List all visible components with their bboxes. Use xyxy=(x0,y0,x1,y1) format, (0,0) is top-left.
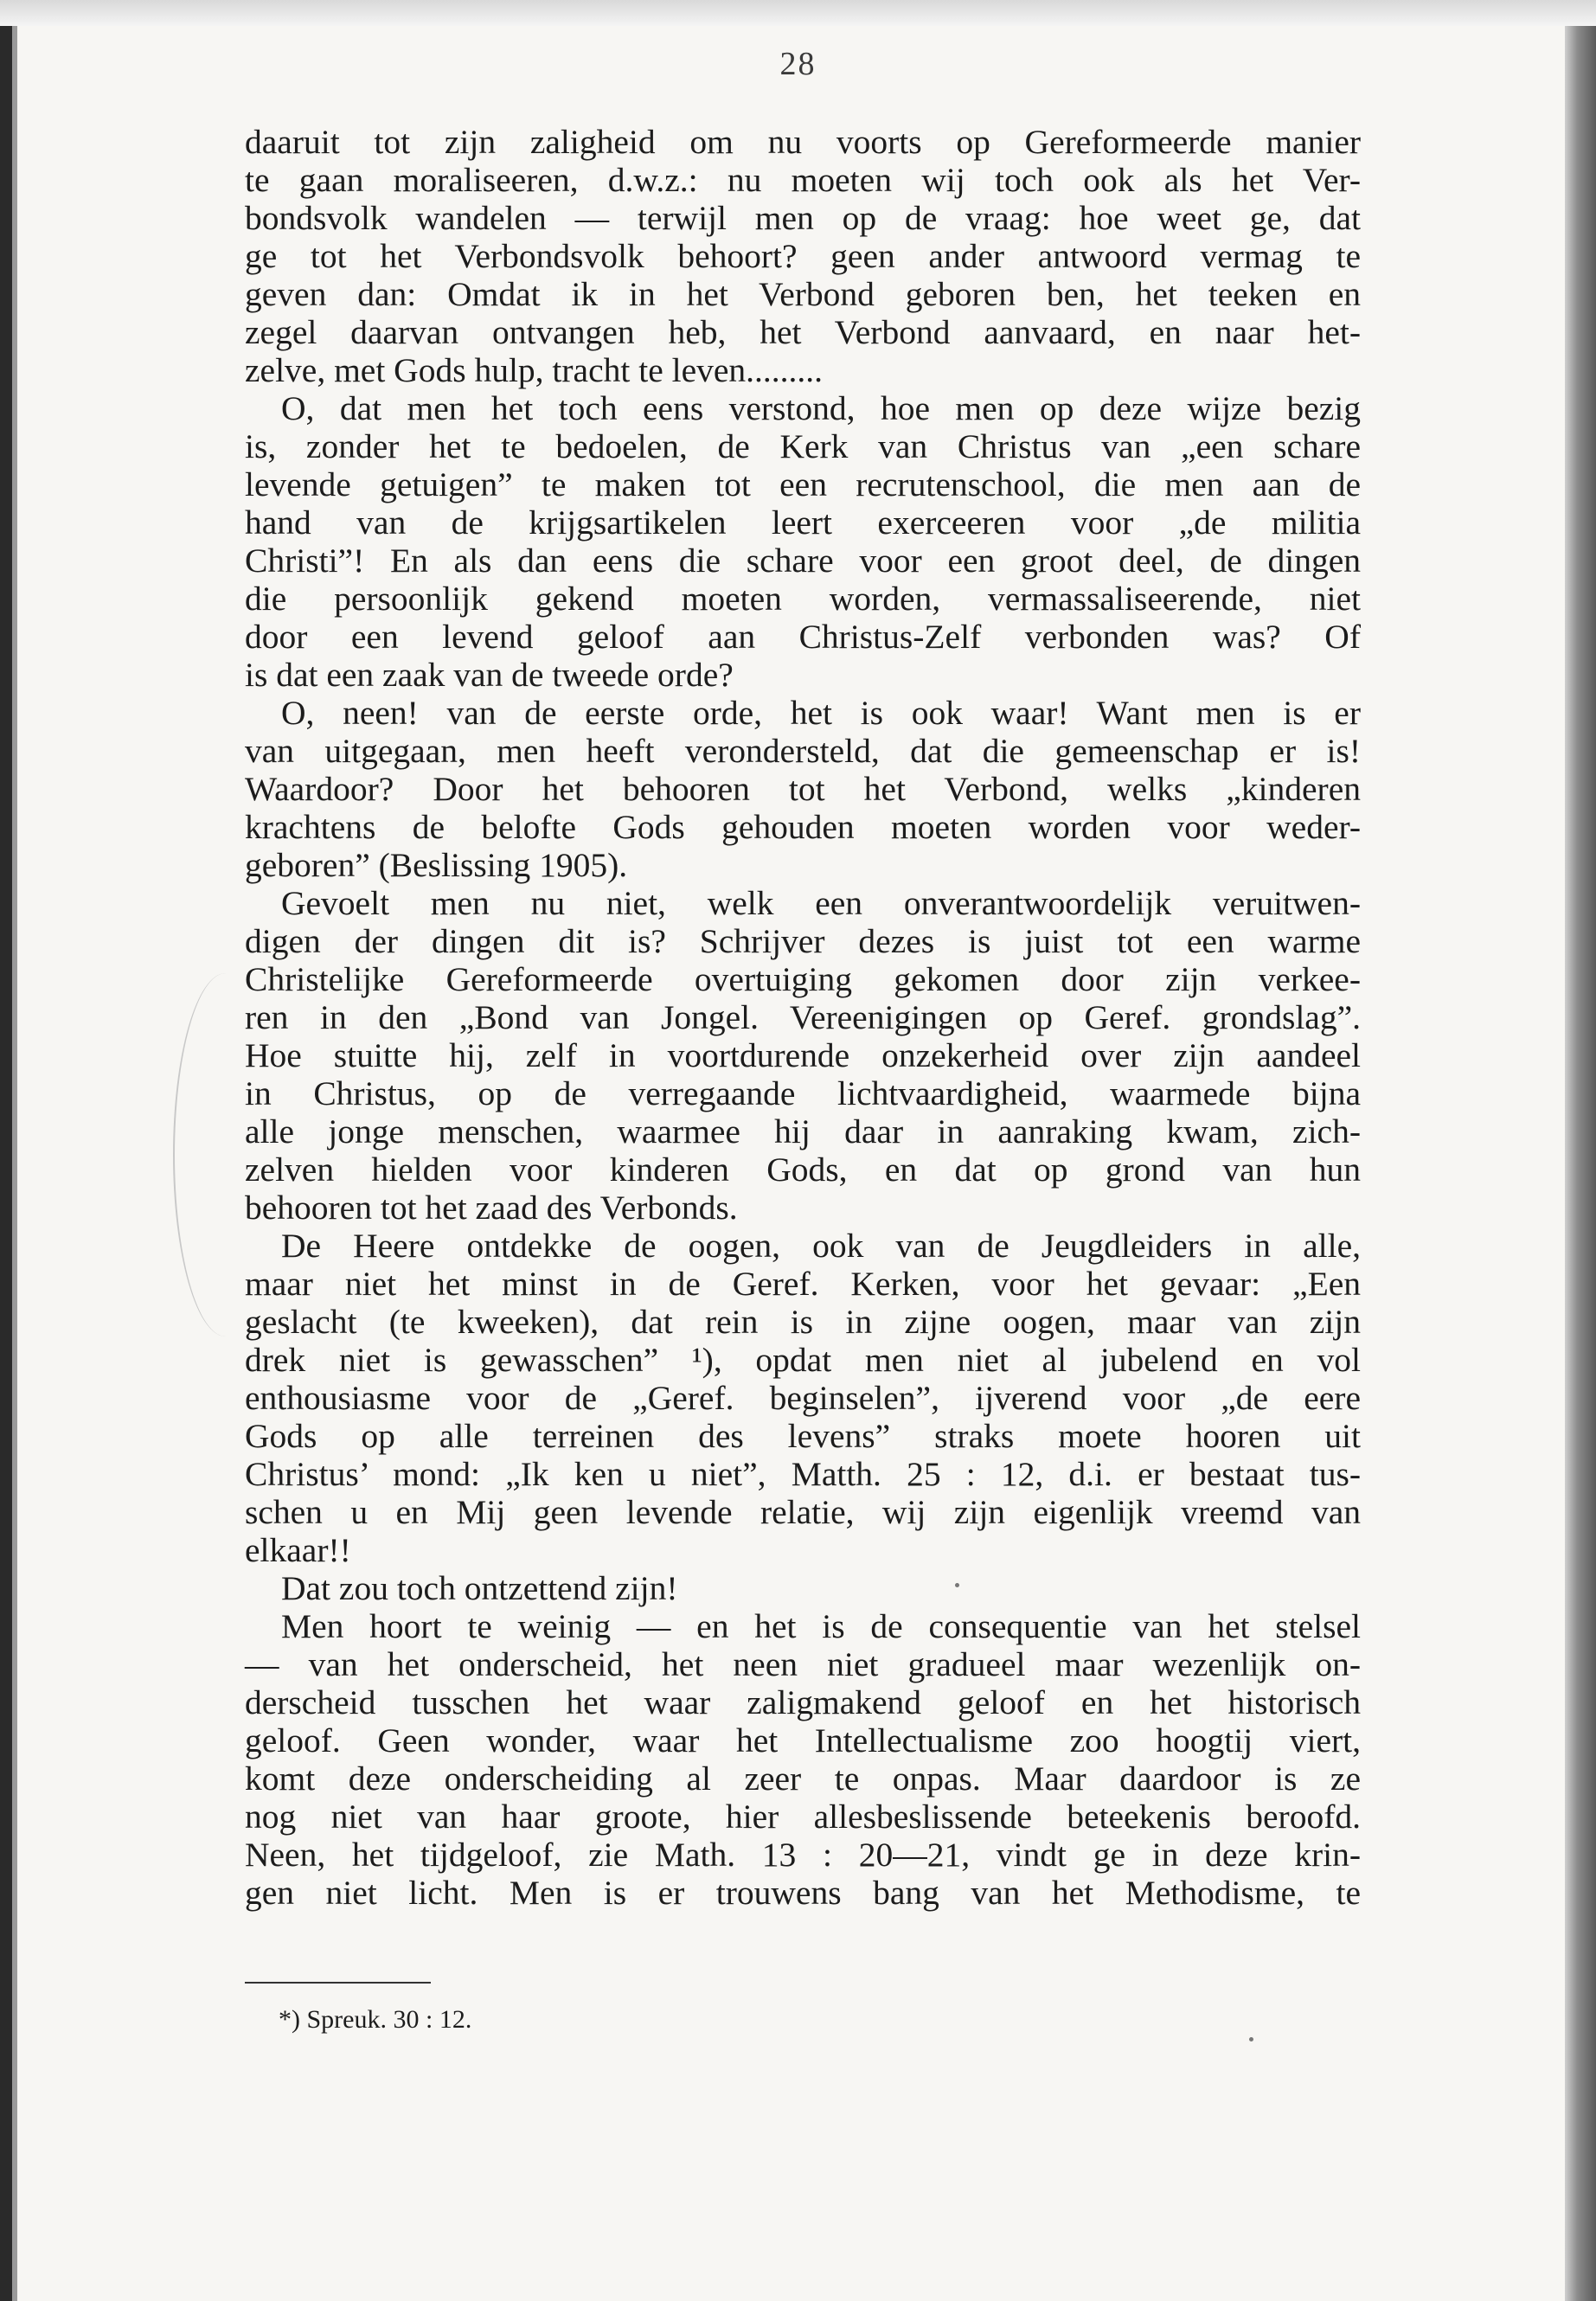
text-line: daaruit tot zijn zaligheid om nu voorts op Gereformeerde manier xyxy=(245,123,1361,161)
page-number: 28 xyxy=(779,46,817,82)
text-line: gen niet licht. Men is er trouwens bang van het Methodisme, te xyxy=(245,1874,1361,1912)
text-line: behooren tot het zaad des Verbonds. xyxy=(245,1189,738,1227)
text-line: maar niet het minst in de Geref. Kerken, voor het gevaar: „Een xyxy=(245,1265,1361,1303)
text-line: hand van de krijgsartikelen leert exerceeren voor „de militia xyxy=(245,503,1361,542)
scan-top-edge xyxy=(0,0,1596,26)
text-line: Neen, het tijdgeloof, zie Math. 13 : 20—21, vindt ge in deze krin- xyxy=(245,1836,1361,1874)
text-line: komt deze onderscheiding al zeer te onpas. Maar daardoor is ze xyxy=(245,1759,1361,1798)
text-line: enthousiasme voor de „Geref. beginselen”, ijverend voor „de eere xyxy=(245,1379,1361,1417)
text-line: digen der dingen dit is? Schrijver dezes is juist tot een warme xyxy=(245,922,1361,960)
text-line: geloof. Geen wonder, waar het Intellectualisme zoo hoogtij viert, xyxy=(245,1721,1361,1759)
scan-speck xyxy=(1249,2037,1253,2041)
text-line: nog niet van haar groote, hier allesbeslissende beteekenis beroofd. xyxy=(245,1798,1361,1836)
text-line: drek niet is gewasschen” ¹), opdat men niet al jubelend en vol xyxy=(245,1341,1361,1379)
text-line: is, zonder het te bedoelen, de Kerk van Christus van „een schare xyxy=(245,427,1361,465)
text-line: die persoonlijk gekend moeten worden, vermassaliseerende, niet xyxy=(245,580,1361,618)
footnote: *) Spreuk. 30 : 12. xyxy=(279,2005,472,2034)
text-line: in Christus, op de verregaande lichtvaardigheid, waarmede bijna xyxy=(245,1074,1361,1112)
text-line: door een levend geloof aan Christus-Zelf verbonden was? Of xyxy=(245,618,1361,656)
text-line: Waardoor? Door het behooren tot het Verbond, welks „kinderen xyxy=(245,770,1361,808)
scan-left-edge xyxy=(0,26,12,2301)
text-line: alle jonge menschen, waarmee hij daar in aanraking kwam, zich- xyxy=(245,1112,1361,1150)
text-line: te gaan moraliseeren, d.w.z.: nu moeten wij toch ook als het Ver- xyxy=(245,161,1361,199)
text-line: derscheid tusschen het waar zaligmakend geloof en het historisch xyxy=(245,1683,1361,1721)
text-line: Christus’ mond: „Ik ken u niet”, Matth. 25 : 12, d.i. er bestaat tus- xyxy=(245,1455,1361,1493)
scan-right-edge xyxy=(1565,26,1596,2301)
text-line: zegel daarvan ontvangen heb, het Verbond aanvaard, en naar het- xyxy=(245,313,1361,351)
text-line: Christelijke Gereformeerde overtuiging gekomen door zijn verkee- xyxy=(245,960,1361,998)
text-line: schen u en Mij geen levende relatie, wij zijn eigenlijk vreemd van xyxy=(245,1493,1361,1531)
text-line: zelven hielden voor kinderen Gods, en dat op grond van hun xyxy=(245,1150,1361,1189)
text-line: bondsvolk wandelen — terwijl men op de vraag: hoe weet ge, dat xyxy=(245,199,1361,237)
text-line: Christi”! En als dan eens die schare voor een groot deel, de dingen xyxy=(245,542,1361,580)
text-line: De Heere ontdekke de oogen, ook van de Jeugdleiders in alle, xyxy=(281,1227,1361,1265)
text-line: O, neen! van de eerste orde, het is ook waar! Want men is er xyxy=(281,694,1361,732)
text-line: levende getuigen” te maken tot een recrutenschool, die men aan de xyxy=(245,465,1361,503)
body-text xyxy=(245,123,1361,1912)
text-line: elkaar!! xyxy=(245,1531,351,1569)
text-line: ren in den „Bond van Jongel. Vereenigingen op Geref. grondslag”. xyxy=(245,998,1361,1036)
text-line: van uitgegaan, men heeft verondersteld, dat die gemeenschap er is! xyxy=(245,732,1361,770)
footnote-divider xyxy=(245,1982,431,1984)
text-line: O, dat men het toch eens verstond, hoe men op deze wijze bezig xyxy=(281,389,1361,427)
text-line: Men hoort te weinig — en het is de consequentie van het stelsel xyxy=(281,1607,1361,1645)
scan-speck xyxy=(955,1583,959,1587)
text-line: krachtens de belofte Gods gehouden moeten worden voor weder- xyxy=(245,808,1361,846)
text-line: ge tot het Verbondsvolk behoort? geen ander antwoord vermag te xyxy=(245,237,1361,275)
text-line: geslacht (te kweeken), dat rein is in zijne oogen, maar van zijn xyxy=(245,1303,1361,1341)
text-line: Gevoelt men nu niet, welk een onverantwoordelijk veruitwen- xyxy=(281,884,1361,922)
text-line: geven dan: Omdat ik in het Verbond geboren ben, het teeken en xyxy=(245,275,1361,313)
text-line: is dat een zaak van de tweede orde? xyxy=(245,656,734,694)
text-line: — van het onderscheid, het neen niet gradueel maar wezenlijk on- xyxy=(245,1645,1361,1683)
text-line: Hoe stuitte hij, zelf in voortdurende onzekerheid over zijn aandeel xyxy=(245,1036,1361,1074)
text-line: Gods op alle terreinen des levens” straks moete hooren uit xyxy=(245,1417,1361,1455)
text-line: zelve, met Gods hulp, tracht te leven......... xyxy=(245,351,824,389)
text-line: Dat zou toch ontzettend zijn! xyxy=(281,1569,678,1607)
text-line: geboren” (Beslissing 1905). xyxy=(245,846,628,884)
